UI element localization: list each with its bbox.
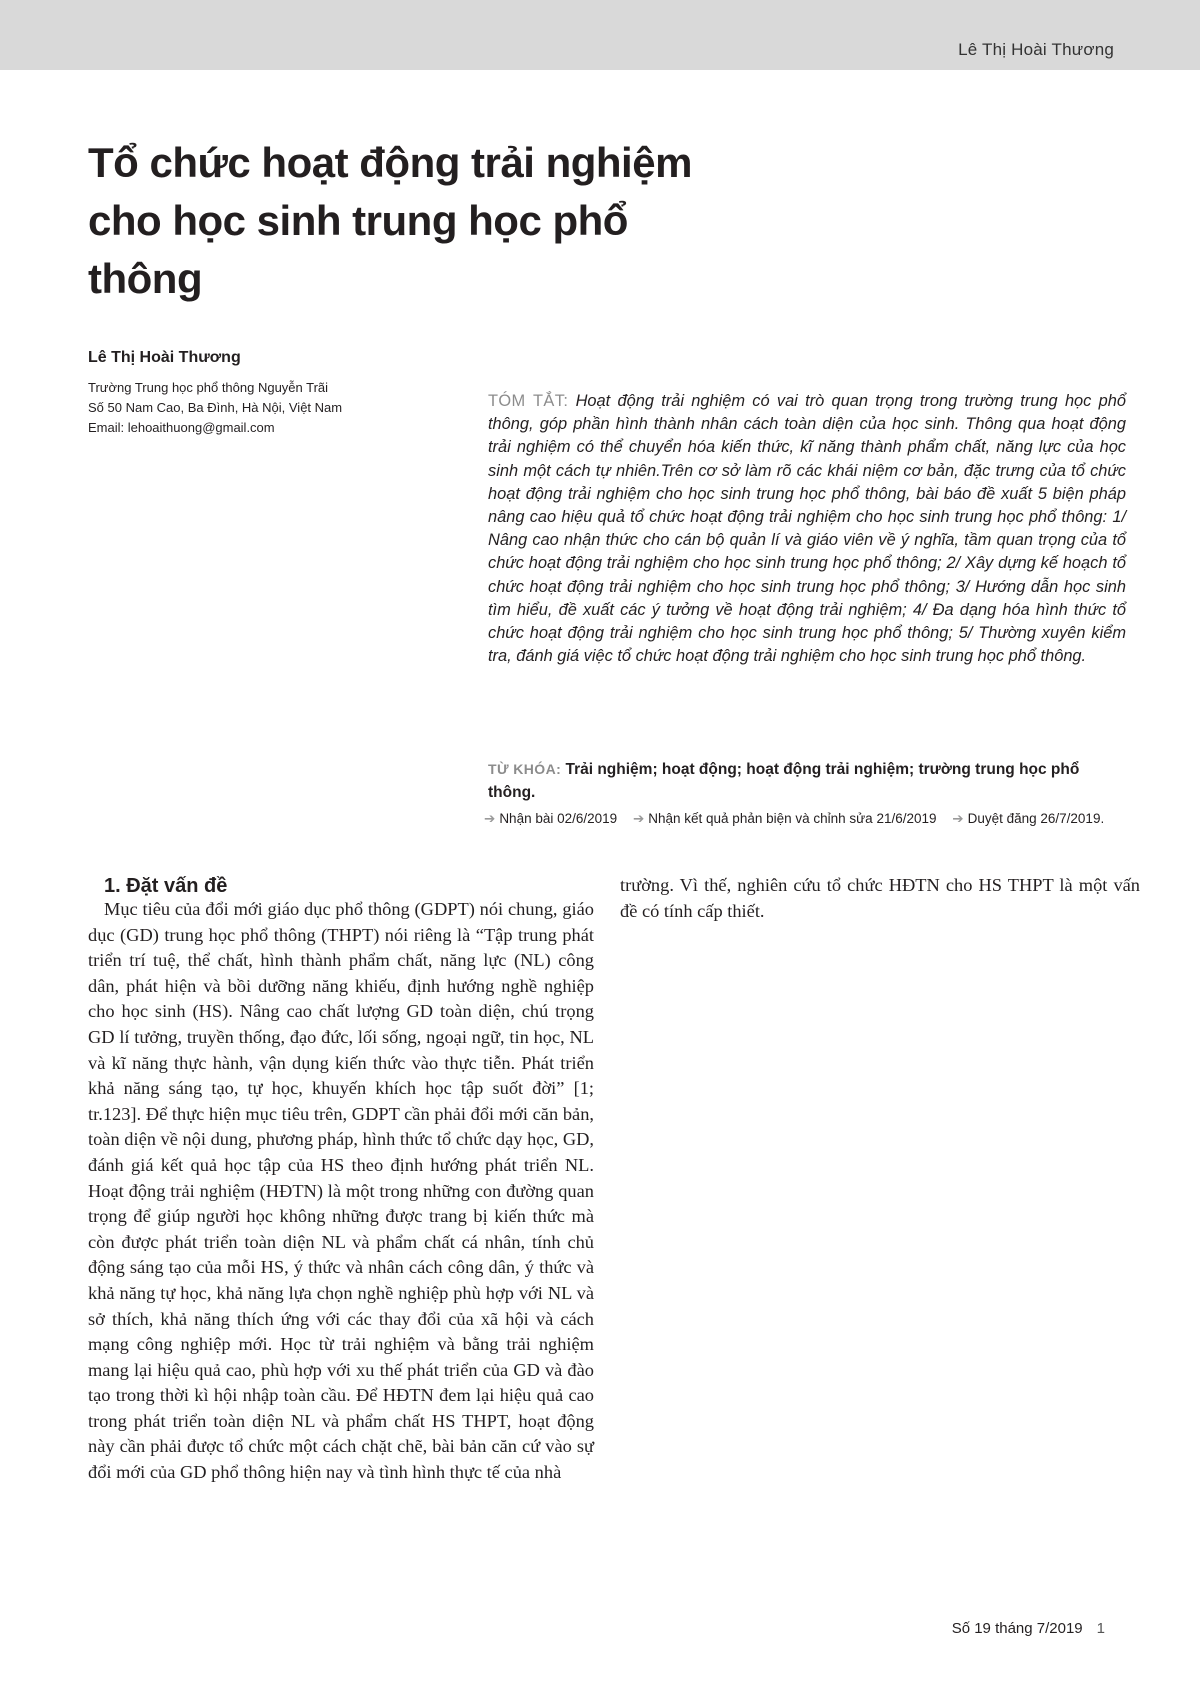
keywords-label: TỪ KHÓA: bbox=[488, 761, 562, 777]
abstract bbox=[488, 390, 1126, 668]
section-heading: 1. Đặt vấn đề bbox=[104, 875, 228, 897]
date-received: ➔ Nhận bài 02/6/2019 bbox=[484, 811, 618, 826]
submission-dates bbox=[484, 811, 1144, 827]
running-head: Lê Thị Hoài Thương bbox=[958, 40, 1114, 59]
keywords bbox=[488, 758, 1126, 804]
date-revised: ➔ Nhận kết quả phản biện và chỉnh sửa 21/6/2019 bbox=[632, 811, 937, 826]
body-column-left: Mục tiêu của đổi mới giáo dục phổ thông (GDPT) nói chung, giáo dục (GD) trung học phổ thông (THPT) nói riêng là “Tập trung phát triển trí tuệ, thể chất, hình thành phẩm chất, năng lực (NL) công dân, phát hiện và bồi dưỡng năng khiếu, định hướng nghề nghiệp cho học sinh (HS). Nâng cao chất lượng GD toàn diện, chú trọng GD lí tưởng, truyền thống, đạo đức, lối sống, ngoại ngữ, tin học, NL và kĩ năng thực hành, vận dụng kiến thức vào thực tiễn. Phát triển khả năng sáng tạo, tự học, khuyến khích học tập suốt đời” [1; tr.123]. Để thực hiện mục tiêu trên, GDPT cần phải đổi mới căn bản, toàn diện về nội dung, phương pháp, hình thức tổ chức dạy học, GD, đánh giá kết quả học tập của HS theo định hướng phát triển NL. Hoạt động trải nghiệm (HĐTN) là một trong những con đường quan trọng để giúp người học không những được trang bị kiến thức mà còn được phát triển toàn diện NL và phẩm chất cá nhân, tính chủ động sáng tạo của mỗi HS, ý thức và nhân cách công dân, ý thức và khả năng tự học, khả năng lựa chọn nghề nghiệp phù hợp với NL và sở thích, khả năng thích ứng với các thay đổi của xã hội và cách mạng công nghiệp mới. Học từ trải nghiệm và bằng trải nghiệm mang lại hiệu quả cao, phù hợp với xu thế phát triển của GD và đào tạo trong thời kì hội nhập toàn cầu. Để HĐTN đem lại hiệu quả cao trong phát triển toàn diện NL và phẩm chất HS THPT, hoạt động này cần phải được tổ chức một cách chặt chẽ, bài bản căn cứ vào sự đổi mới của GD phổ thông hiện nay và tình hình thực tế của nhà bbox=[88, 899, 594, 1483]
page-footer bbox=[952, 1620, 1105, 1637]
arrow-right-icon: ➔ bbox=[632, 811, 645, 826]
author-name: Lê Thị Hoài Thương bbox=[88, 349, 241, 366]
body-column-right: trường. Vì thế, nghiên cứu tổ chức HĐTN cho HS THPT là một vấn đề có tính cấp thiết. bbox=[620, 875, 1140, 921]
arrow-right-icon: ➔ bbox=[952, 811, 964, 826]
affiliation-address: Số 50 Nam Cao, Ba Đình, Hà Nội, Việt Nam bbox=[88, 400, 343, 415]
affiliation-school: Trường Trung học phổ thông Nguyễn Trãi bbox=[88, 380, 329, 395]
affiliation-email: Email: lehoaithuong@gmail.com bbox=[88, 420, 275, 435]
keywords-text: Trải nghiệm; hoạt động; hoạt động trải nghiệm; trường trung học phổ thông. bbox=[488, 761, 1080, 801]
arrow-right-icon: ➔ bbox=[484, 811, 496, 826]
page-number: 1 bbox=[1096, 1620, 1105, 1637]
date-accepted: ➔ Duyệt đăng 26/7/2019. bbox=[952, 811, 1105, 826]
abstract-label: TÓM TẮT: bbox=[488, 392, 569, 410]
affiliation-block bbox=[88, 378, 408, 438]
abstract-text: Hoạt động trải nghiệm có vai trò quan trọng trong trường trung học phổ thông, góp phần hình thành nhân cách toàn diện của học sinh. Thông qua hoạt động trải nghiệm có thể chuyển hóa kiến thức, kĩ năng thành phẩm chất, năng lực của học sinh một cách tự nhiên.Trên cơ sở làm rõ các khái niệm cơ bản, đặc trưng của tổ chức hoạt động trải nghiệm cho học sinh trung học phổ thông, bài báo đề xuất 5 biện pháp nâng cao hiệu quả tổ chức hoạt động trải nghiệm cho học sinh trung học phổ thông: 1/ Nâng cao nhận thức cho cán bộ quản lí và giáo viên về ý nghĩa, tầm quan trọng của tổ chức hoạt động trải nghiệm cho học sinh trung học phổ thông; 2/ Xây dựng kế hoạch tổ chức hoạt động trải nghiệm cho học sinh trung học phổ thông; 3/ Hướng dẫn học sinh tìm hiểu, đề xuất các ý tưởng về hoạt động trải nghiệm; 4/ Đa dạng hóa hình thức tổ chức hoạt động trải nghiệm cho học sinh trung học phổ thông; 5/ Thường xuyên kiểm tra, đánh giá việc tổ chức hoạt động trải nghiệm cho học sinh trung học phổ thông. bbox=[488, 392, 1126, 666]
issue-info: Số 19 tháng 7/2019 bbox=[951, 1620, 1083, 1637]
article-title: Tổ chức hoạt động trải nghiệm cho học sinh trung học phổ thông bbox=[88, 139, 692, 302]
